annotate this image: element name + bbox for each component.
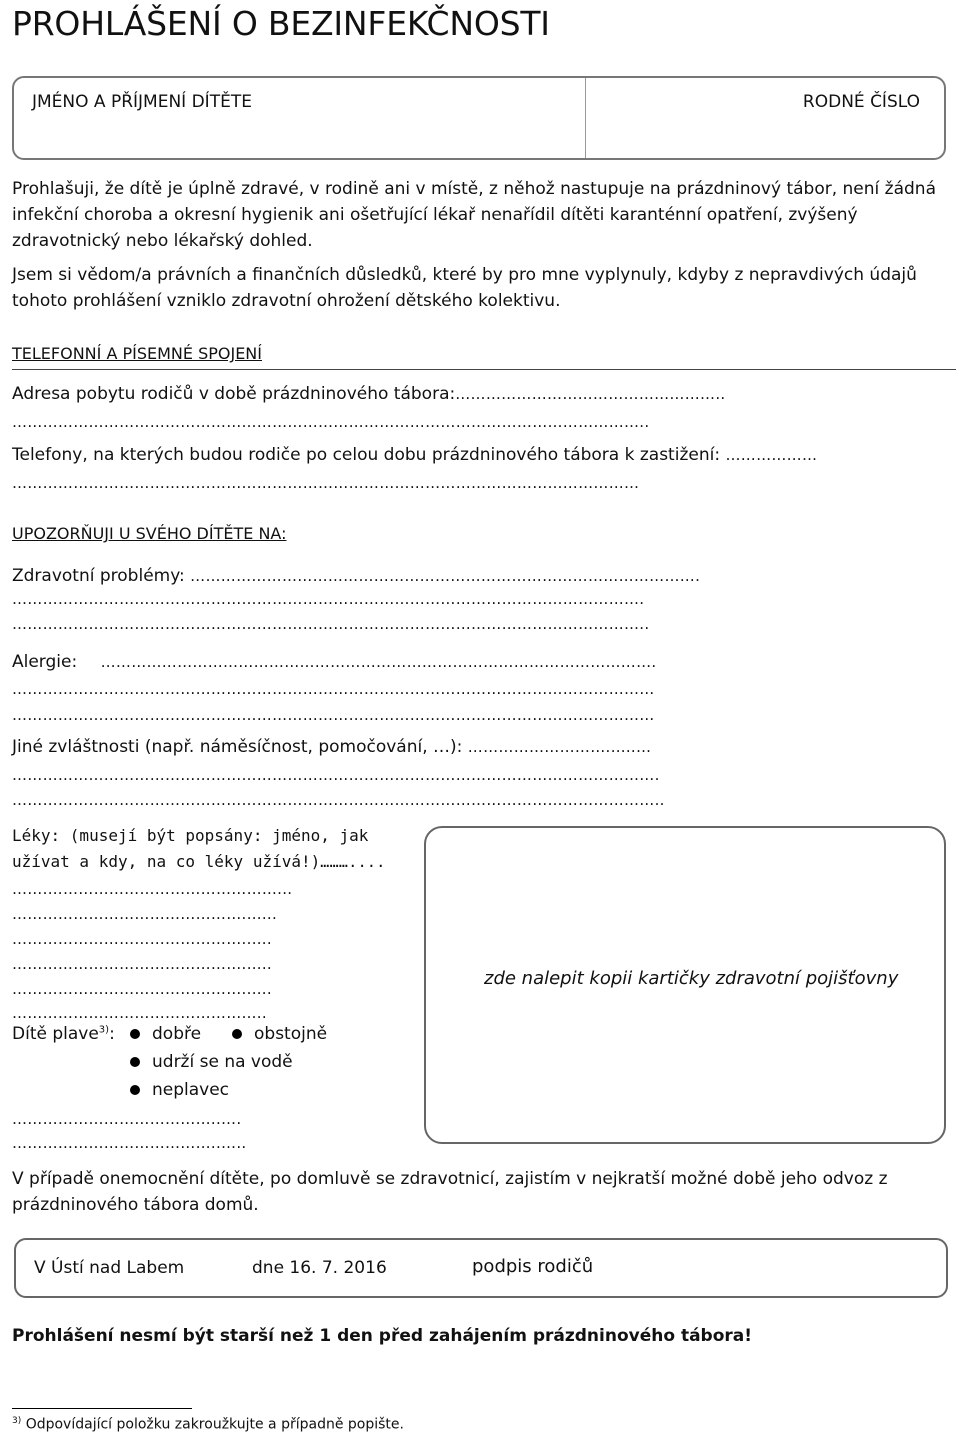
footnote-divider [12,1408,192,1409]
allergy-dots: ………………………………………………………………………………………………. [100,653,657,671]
swim-colon: : [109,1024,115,1044]
swim-option-good[interactable] [130,1024,201,1044]
identity-box [12,76,946,160]
parents-phones-label [12,445,817,465]
identity-box-divider [585,78,586,158]
medication-line: ………………………………………..…. [12,980,273,998]
sign-date: dne 16. 7. 2016 [252,1258,387,1278]
sign-place: V Ústí nad Labem [34,1258,185,1278]
health-problems-label-text: Zdravotní problémy: [12,566,185,586]
other-notes-dots: ……………………….…..… [467,738,652,756]
health-problems-line-2: ……………………………………………………………………………………………………………. [12,590,645,608]
bullet-icon [130,1057,140,1067]
swim-option-floats-label: udrží se na vodě [152,1052,293,1072]
birth-number-label: RODNÉ ČÍSLO [802,92,920,112]
parents-phones-label-text: Telefony, na kterých budou rodiče po celou dobu prázdninového tábora k zastižení: [12,445,721,465]
swim-option-nonswimmer[interactable] [130,1080,229,1100]
other-notes-line-2: ………………………………………………………………………………………………………………. [12,766,660,784]
swim-dots-line: …………………………………..….. [12,1134,247,1152]
allergy-label [12,652,656,672]
medication-line: ………………………………………….. [12,1004,267,1022]
parents-address-label [12,384,725,404]
contact-divider [12,369,956,370]
allergy-line-3: ……………………………………………………………………………………………………………… [12,706,655,724]
declaration-paragraph-1: Prohlašuji, že dítě je úplně zdravé, v rodině ani v místě, z něhož nastupuje na prázdninový tábor, není žádná infekční choroba a okresní hygienik ani ošetřující lékař nenařídil dítěti karanténní opatření, zvýšený zdravotnický nebo lékařský dohled. [12,179,936,251]
medication-line: …….………………………………………... [12,880,293,898]
health-problems-line-3: …………………………………………………………………………………………………………….. [12,615,650,633]
bullet-icon [232,1029,242,1039]
swim-dots-line: …………………………………..…. [12,1110,242,1128]
medication-label-line-1: Léky: (musejí být popsány: jméno, jak [12,826,369,845]
health-problems-label [12,566,700,586]
allergy-label-text: Alergie: [12,652,78,672]
bullet-icon [130,1029,140,1039]
swim-option-good-label: dobře [152,1024,202,1044]
page-title: PROHLÁŠENÍ O BEZINFEKČNOSTI [12,4,550,43]
other-notes-label-text: Jiné zvláštnosti (např. náměsíčnost, pomočování, …): [12,737,463,757]
illness-note: V případě onemocnění dítěte, po domluvě se zdravotnicí, zajistím v nejkratší možné době jeho odvoz z prázdninového tábora domů. [12,1169,888,1215]
health-problems-dots: ………………………………………………………………………………………. [190,567,701,585]
parent-signature-label: podpis rodičů [472,1256,594,1277]
swim-option-fair[interactable] [232,1024,327,1044]
parents-phones-line-2: …………………………………………………………………………………………………………… [12,474,640,492]
parents-address-line-2: …………………………………………………………………………………………………………….. [12,413,650,431]
footnote [12,1416,404,1433]
insurance-card-box [424,826,946,1144]
child-name-label: JMÉNO A PŘÍJMENÍ DÍTĚTE [32,92,252,112]
parents-address-label-text: Adresa pobytu rodičů v době prázdninového tábora: [12,384,456,404]
footnote-text: Odpovídající položku zakroužkujte a případně popište. [25,1416,404,1433]
other-notes-line-3: ……………………………………………………………………………………………………………….. [12,791,665,809]
parents-phones-dots: ……………… [725,446,818,464]
parents-address-dots: …………………………………………….. [455,385,726,403]
swim-label [12,1024,115,1044]
allergy-line-2: ……………………………………………………………………………………………………………… [12,680,655,698]
warnings-heading: UPOZORŇUJI U SVÉHO DÍTĚTE NA: [12,524,287,543]
other-notes-label [12,737,651,757]
medication-label-line-2-text: užívat a kdy, na co léky užívá!) [12,852,321,871]
swim-label-text: Dítě plave [12,1024,99,1044]
insurance-card-placeholder: zde nalepit kopii kartičky zdravotní pojišťovny [484,968,899,989]
contact-heading: TELEFONNÍ A PÍSEMNÉ SPOJENÍ [12,344,262,363]
footnote-mark: 3) [12,1416,22,1426]
swim-option-nonswimmer-label: neplavec [152,1080,230,1100]
declaration-paragraph-2: Jsem si vědom/a právních a finančních důsledků, které by pro mne vyplynuly, kdyby z nepravdivých údajů tohoto prohlášení vzniklo zdravotní ohrožení dětského kolektivu. [12,265,917,311]
signature-box [14,1238,948,1298]
swim-option-floats[interactable] [130,1052,293,1072]
medication-label-dots: ……….... [320,853,386,871]
swim-option-fair-label: obstojně [254,1024,328,1044]
medication-line: ………………………………………..…. [12,930,273,948]
medication-label-line-2 [12,852,386,871]
medication-line: ……………………………………….….. [12,955,273,973]
validity-warning: Prohlášení nesmí být starší než 1 den před zahájením prázdninového tábora! [12,1326,752,1346]
bullet-icon [130,1085,140,1095]
medication-line: ……………………………………….…... [12,905,278,923]
swim-footnote-mark: 3) [98,1024,110,1036]
